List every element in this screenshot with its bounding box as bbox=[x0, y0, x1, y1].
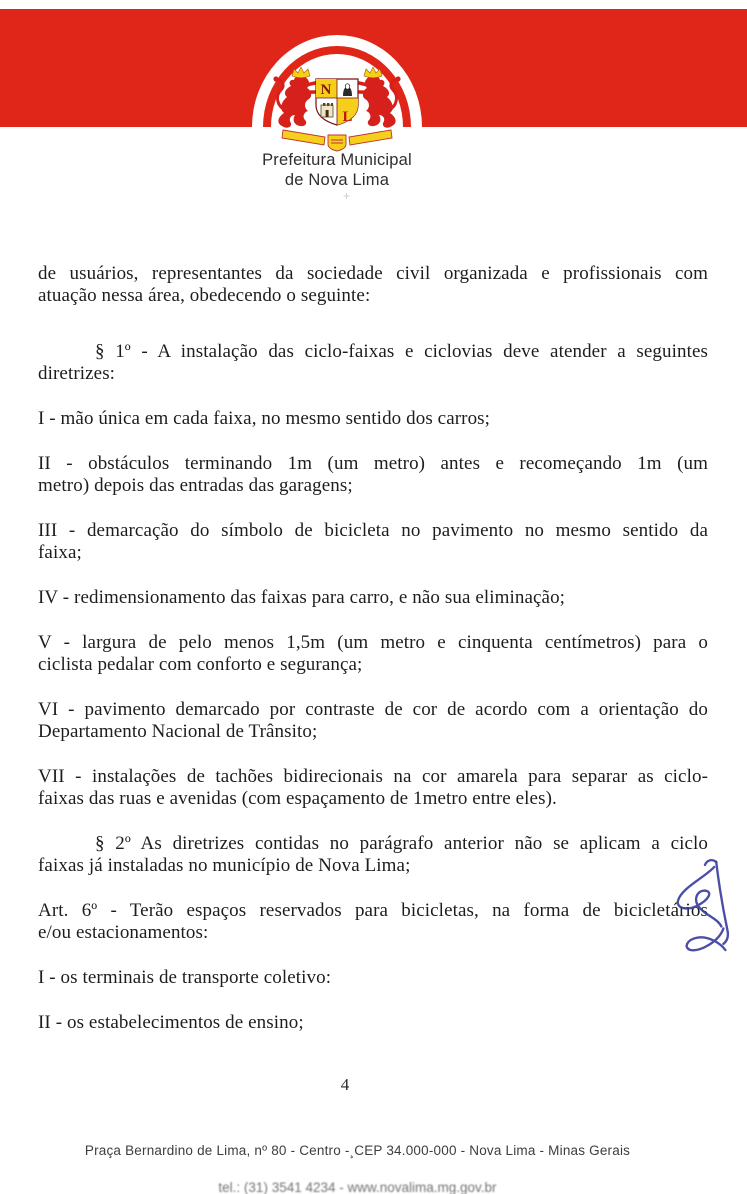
paragraph bbox=[38, 1012, 708, 1034]
org-name bbox=[237, 150, 437, 190]
org-name-line1: Prefeitura Municipal bbox=[262, 151, 412, 169]
paragraph-line: de usuários, representantes da sociedade civil organizada e profissionais com bbox=[38, 263, 708, 284]
coat-of-arms bbox=[247, 30, 427, 165]
paragraph-line: I - os terminais de transporte coletivo: bbox=[38, 967, 332, 988]
paragraph bbox=[38, 699, 708, 743]
paragraph-line: ciclista pedalar com conforto e segurança; bbox=[38, 654, 363, 675]
scan-artifact: + bbox=[343, 189, 351, 203]
paragraph-line: faixa; bbox=[38, 542, 82, 563]
paragraph bbox=[38, 520, 708, 564]
paragraph bbox=[38, 833, 708, 877]
paragraph-line: II - obstáculos terminando 1m (um metro) antes e recomeçando 1m (um bbox=[38, 453, 708, 474]
footer-contact: tel.: (31) 3541 4234 - www.novalima.mg.gov.br bbox=[218, 1180, 497, 1194]
org-name-line2: de Nova Lima bbox=[284, 171, 390, 189]
paragraph bbox=[38, 263, 708, 307]
paragraph bbox=[38, 766, 708, 810]
shield bbox=[316, 79, 358, 125]
signature-scribble bbox=[666, 856, 747, 960]
paragraph bbox=[38, 408, 708, 430]
paragraph-line: § 1º - A instalação das ciclo-faixas e ciclovias deve atender a seguintes bbox=[95, 341, 708, 362]
footer-address: Praça Bernardino de Lima, nº 80 - Centro -¸CEP 34.000-000 - Nova Lima - Minas Gerais bbox=[84, 1143, 631, 1158]
document-body bbox=[38, 263, 708, 1057]
page-number: 4 bbox=[340, 1075, 350, 1094]
paragraph-line: Departamento Nacional de Trânsito; bbox=[38, 721, 318, 742]
paragraph-line: V - largura de pelo menos 1,5m (um metro e cinquenta centímetros) para o bbox=[38, 632, 708, 653]
paragraph bbox=[38, 900, 708, 944]
paragraph bbox=[38, 341, 708, 385]
paragraph bbox=[38, 587, 708, 609]
paragraph-line: Art. 6º - Terão espaços reservados para bicicletas, na forma de bicicletários bbox=[38, 900, 708, 921]
paragraph-line: VII - instalações de tachões bidirecionais na cor amarela para separar as ciclo- bbox=[38, 766, 708, 787]
paragraph-line: faixas das ruas e avenidas (com espaçamento de 1metro entre eles). bbox=[38, 788, 557, 809]
paragraph-line: III - demarcação do símbolo de bicicleta no pavimento no mesmo sentido da bbox=[38, 520, 708, 541]
paragraph bbox=[38, 967, 708, 989]
paragraph-line: VI - pavimento demarcado por contraste de cor de acordo com a orientação do bbox=[38, 699, 708, 720]
paragraph-line: diretrizes: bbox=[38, 363, 116, 384]
paragraph-line: II - os estabelecimentos de ensino; bbox=[38, 1012, 304, 1033]
paragraph-line: IV - redimensionamento das faixas para carro, e não sua eliminação; bbox=[38, 587, 566, 608]
shield-letter-n: N bbox=[320, 82, 332, 98]
paragraph bbox=[38, 453, 708, 497]
paragraph-line: metro) depois das entradas das garagens; bbox=[38, 475, 353, 496]
paragraph-line: I - mão única em cada faixa, no mesmo sentido dos carros; bbox=[38, 408, 491, 429]
paragraph-line: § 2º As diretrizes contidas no parágrafo anterior não se aplicam a ciclo bbox=[95, 833, 708, 854]
paragraph-line: faixas já instaladas no município de Nova Lima; bbox=[38, 855, 411, 876]
shield-letter-l: L bbox=[342, 109, 353, 125]
scroll-ribbon bbox=[282, 130, 392, 151]
paragraph-line: e/ou estacionamentos: bbox=[38, 922, 209, 943]
tower-icon bbox=[321, 103, 333, 117]
paragraph-line: atuação nessa área, obedecendo o seguinte: bbox=[38, 285, 371, 306]
paragraph bbox=[38, 632, 708, 676]
